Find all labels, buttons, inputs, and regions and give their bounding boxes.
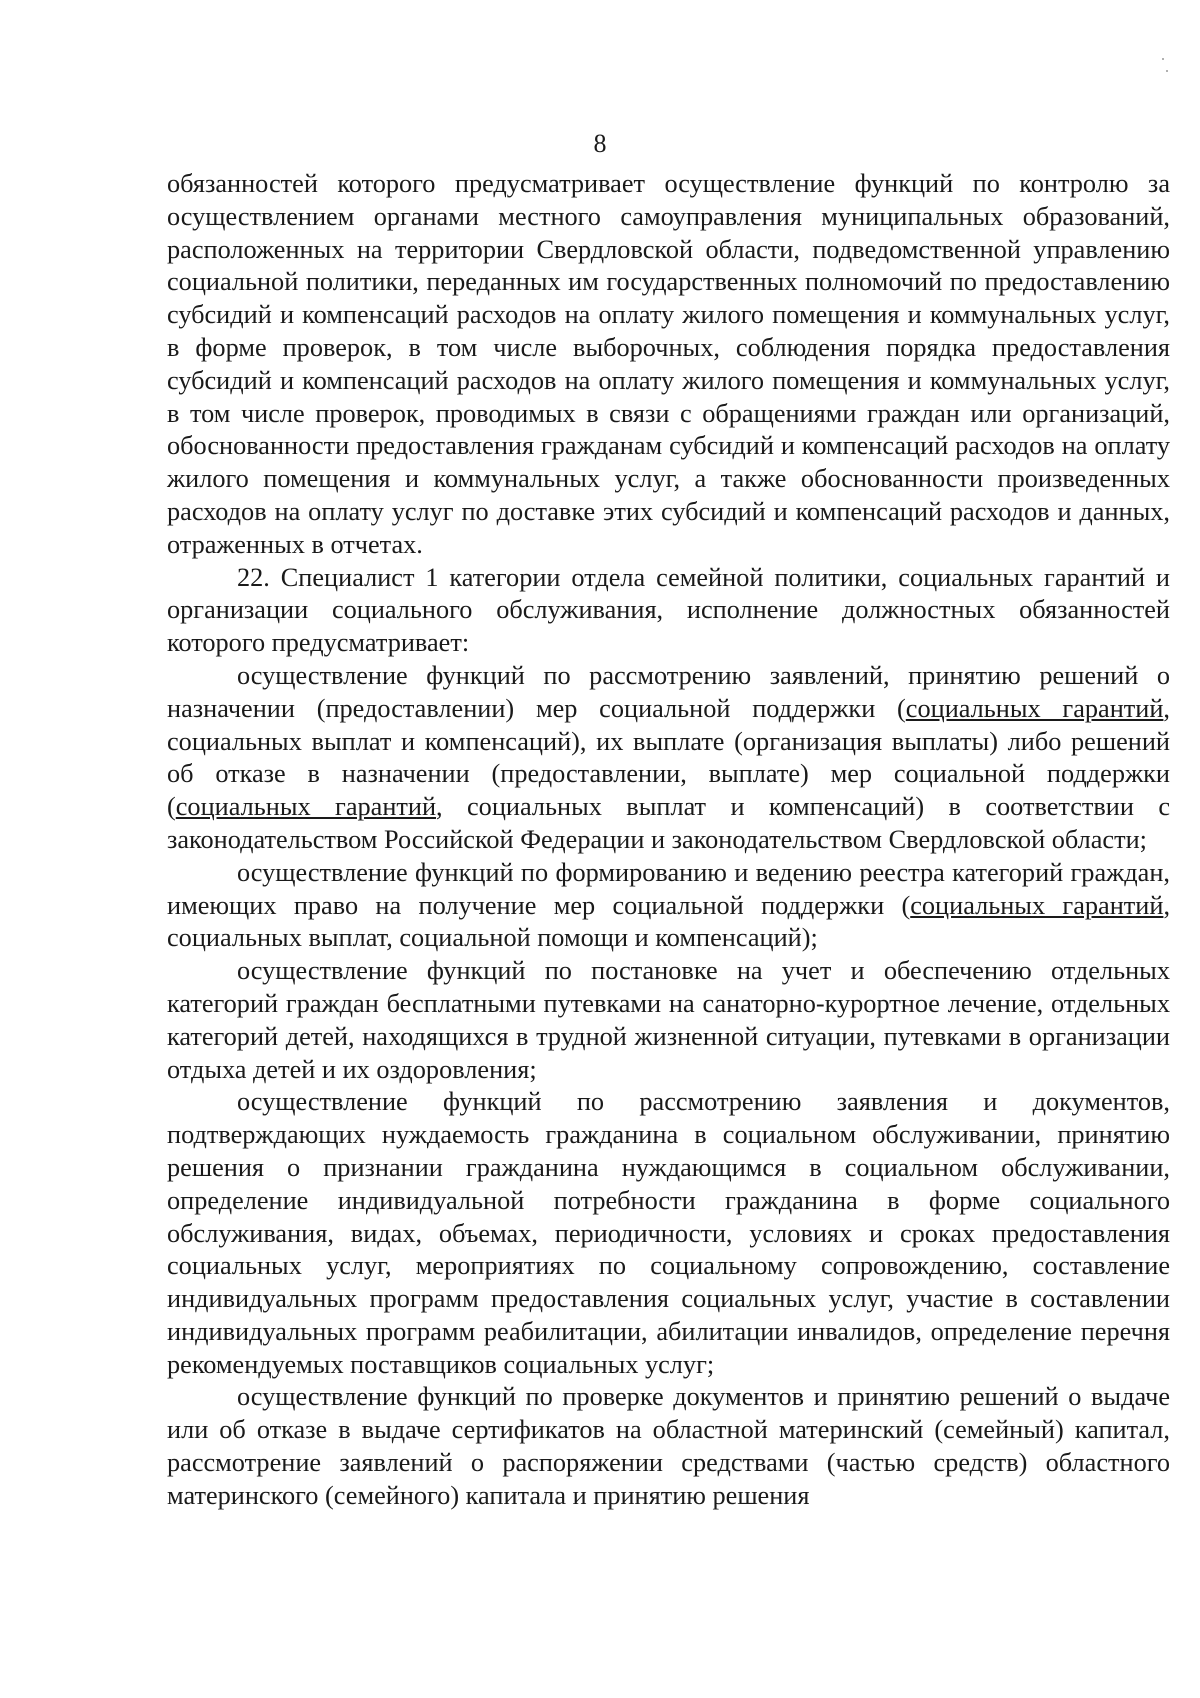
paragraph: [167, 660, 1170, 857]
paragraph: [167, 1381, 1170, 1512]
paragraph-text: осуществление функций по рассмотрению заявлений, принятию решений о назначении (предоставлении) мер социальной поддержки (: [167, 660, 1170, 723]
paragraph: [167, 1086, 1170, 1381]
paragraph: [167, 562, 1170, 660]
scan-speck: [1162, 58, 1164, 60]
scan-speck: [1166, 70, 1168, 72]
page-number: 8: [593, 129, 607, 158]
underlined-text: социальных гарантий: [175, 792, 437, 822]
paragraph-text: обязанностей которого предусматривает осуществление функций по контролю за осуществлением органами местного самоуправления муниципальных образований, расположенных на территории Свердловской области, подведомственной управлению социальной политики, переданных им государственных полномочий по предоставлению субсидий и компенсаций расходов на оплату жилого помещения и коммунальных услуг, в форме проверок, в том числе выборочных, соблюдения порядка предоставления субсидий и компенсаций расходов на оплату жилого помещения и коммунальных услуг, в том числе проверок, проводимых в связи с обращениями граждан или организаций, обоснованности предоставления гражданам субсидий и компенсаций расходов на оплату жилого помещения и коммунальных услуг, а также обоснованности произведенных расходов на оплату услуг по доставке этих субсидий и компенсаций расходов и данных, отраженных в отчетах.: [167, 169, 1170, 559]
paragraph-text: , социальных выплат, социальной помощи и компенсаций);: [167, 890, 1171, 953]
paragraph: [167, 857, 1170, 955]
underlined-text: социальных гарантий: [910, 890, 1164, 920]
paragraph-text: осуществление функций по проверке документов и принятию решений о выдаче или об отказе в выдаче сертификатов на областной материнский (семейный) капитал, рассмотрение заявлений о распоряжении средствами (частью средств) областного материнского (семейного) капитала и принятию решения: [167, 1382, 1170, 1510]
document-body: [167, 168, 1170, 1513]
paragraph-text: 22. Специалист 1 категории отдела семейной политики, социальных гарантий и организации социального обслуживания, исполнение должностных обязанностей которого предусматривает:: [167, 562, 1170, 658]
paragraph-text: осуществление функций по формированию и ведению реестра категорий граждан, имеющих право на получение мер социальной поддержки (: [167, 857, 1170, 920]
paragraph: [167, 168, 1170, 562]
paragraph-text: , социальных выплат и компенсаций), их выплате (организация выплаты) либо решений об отказе в назначении (предоставлении, выплате) мер социальной поддержки (: [167, 693, 1170, 822]
paragraph-text: осуществление функций по постановке на учет и обеспечению отдельных категорий граждан бесплатными путевками на санаторно-курортное лечение, отдельных категорий детей, находящихся в трудной жизненной ситуации, путевками в организации отдыха детей и их оздоровления;: [167, 956, 1170, 1084]
paragraph: [167, 955, 1170, 1086]
paragraph-text: , социальных выплат и компенсаций) в соответствии с законодательством Российской Федерации и законодательством Свердловской области;: [167, 792, 1170, 854]
paragraph-text: осуществление функций по рассмотрению заявления и документов, подтверждающих нуждаемость гражданина в социальном обслуживании, принятию решения о признании гражданина нуждающимся в социальном обслуживании, определение индивидуальной потребности гражданина в форме социального обслуживания, видах, объемах, периодичности, условиях и сроках предоставления социальных услуг, мероприятиях по социальному сопровождению, составление индивидуальных программ предоставления социальных услуг, участие в составлении индивидуальных программ реабилитации, абилитации инвалидов, определение перечня рекомендуемых поставщиков социальных услуг;: [167, 1087, 1170, 1379]
underlined-text: социальных гарантий: [905, 693, 1164, 723]
